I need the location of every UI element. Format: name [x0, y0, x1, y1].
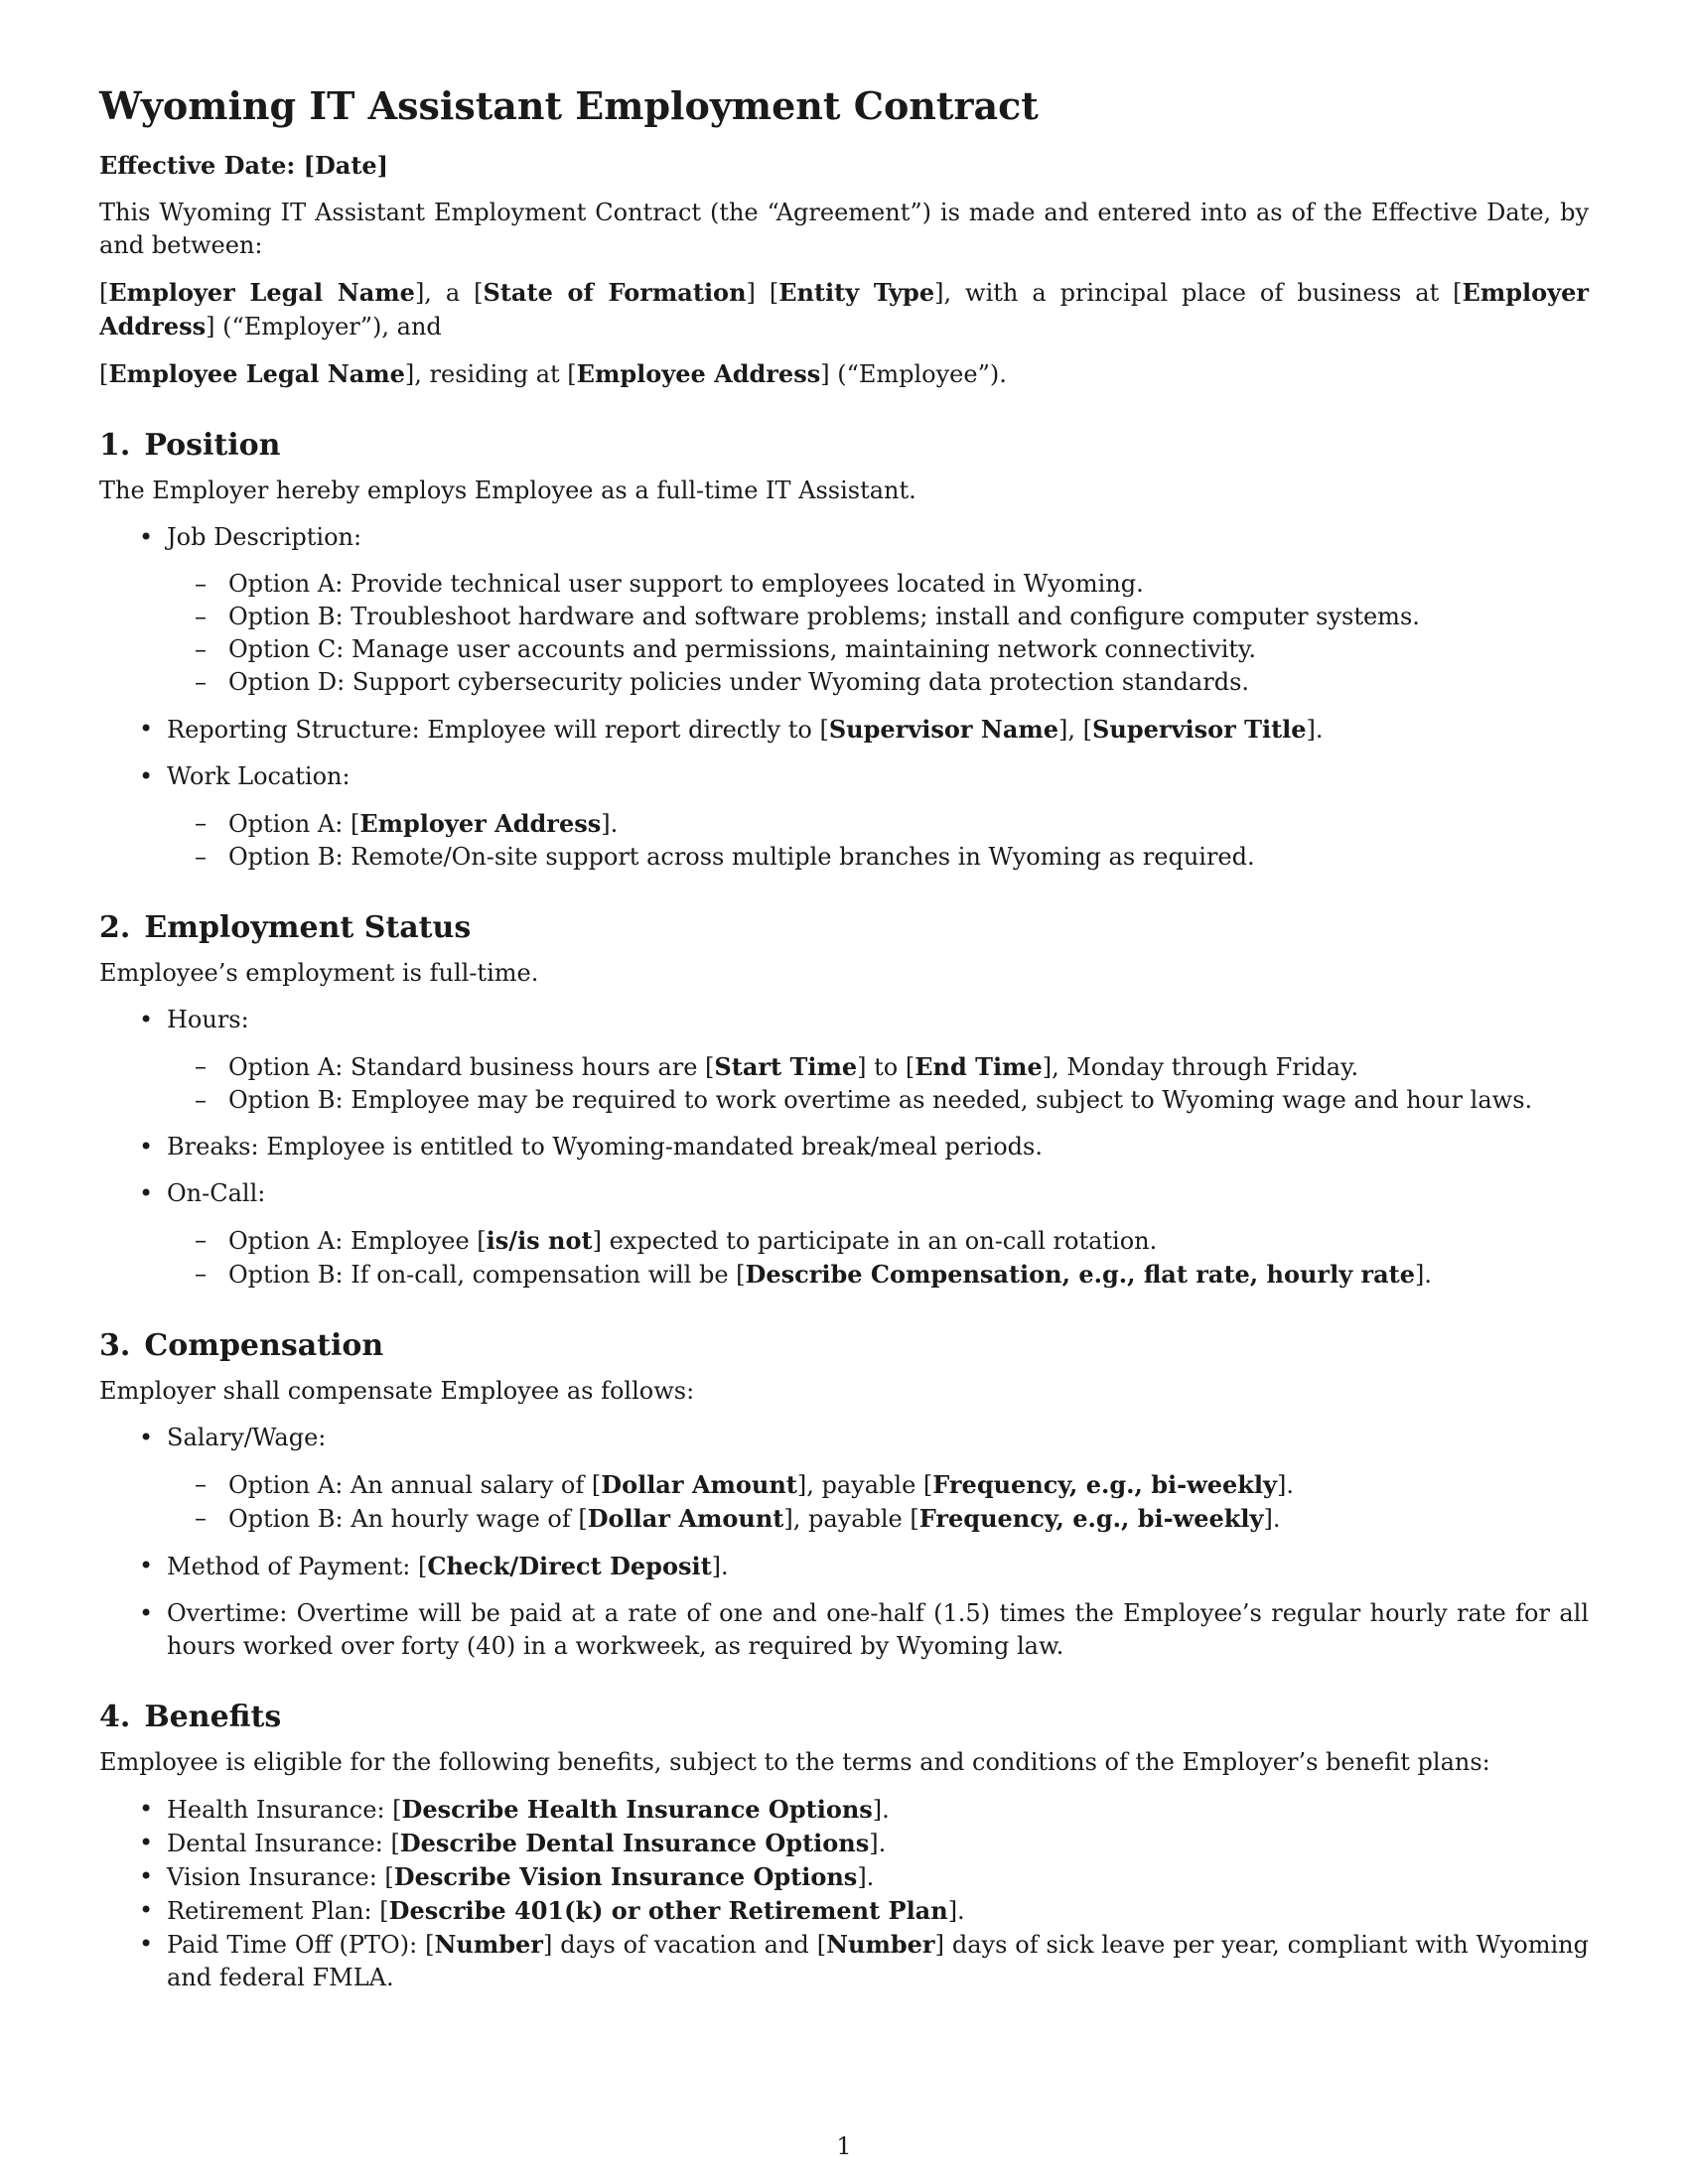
list-item: • Vision Insurance: [Describe Vision Insurance Options]. [167, 1860, 1589, 1894]
list-item: – Option B: If on-call, compensation will be [Describe Compensation, e.g., flat rate, hourly rate]. [228, 1258, 1589, 1292]
section-heading-compensation: 3. Compensation [99, 1328, 384, 1363]
section-intro: Employer shall compensate Employee as follows: [99, 1377, 695, 1405]
list-item: – Option A: An annual salary of [Dollar Amount], payable [Frequency, e.g., bi-weekly]. [228, 1468, 1589, 1502]
list-item: – Option D: Support cybersecurity policies under Wyoming data protection standards. [228, 666, 1589, 699]
list-item: • Reporting Structure: Employee will report directly to [Supervisor Name], [Supervisor Title]. [167, 713, 1589, 747]
position-list [99, 521, 1589, 874]
list-item: – Option B: Employee may be required to work overtime as needed, subject to Wyoming wage and hour laws. [228, 1084, 1589, 1117]
section-heading-employment-status: 2. Employment Status [99, 910, 472, 945]
status-list [99, 1004, 1589, 1292]
list-item: • Job Description: – Option A: Provide technical user support to employees located in Wyoming. – Option B: Troubleshoot hardware and software problems; install and configure computer systems. – Option C: Manage user accounts and permissions, maintaining network connectivity. – Option D: Support cybersecurity policies under Wyoming data protection standards. [167, 521, 1589, 699]
list-item: • Dental Insurance: [Describe Dental Insurance Options]. [167, 1827, 1589, 1860]
job-options [167, 568, 1589, 699]
list-item: • Health Insurance: [Describe Health Insurance Options]. [167, 1793, 1589, 1827]
benefits-list [99, 1793, 1589, 1994]
effective-date: Effective Date: [Date] [99, 151, 389, 180]
section-intro: Employee is eligible for the following benefits, subject to the terms and conditions of the Employer’s benefit plans: [99, 1748, 1490, 1776]
hours-options [167, 1050, 1589, 1117]
list-item: – Option A: Provide technical user support to employees located in Wyoming. [228, 568, 1589, 601]
list-item: • On-Call: – Option A: Employee [is/is not] expected to participate in an on-call rotation. – Option B: If on-call, compensation will be [Describe Compensation, e.g., flat rate, hourly rate]. [167, 1177, 1589, 1292]
section-intro: The Employer hereby employs Employee as a full-time IT Assistant. [99, 477, 916, 504]
location-options [167, 807, 1589, 874]
page-number: 1 [836, 2132, 852, 2160]
section-heading-position: 1. Position [99, 428, 281, 463]
list-item: – Option C: Manage user accounts and permissions, maintaining network connectivity. [228, 633, 1589, 666]
list-item: • Overtime: Overtime will be paid at a rate of one and one-half (1.5) times the Employee’s regular hourly rate for all hours worked over forty (40) in a workweek, as required by Wyoming law. [167, 1597, 1589, 1663]
list-item: • Salary/Wage: – Option A: An annual salary of [Dollar Amount], payable [Frequency, e.g., bi-weekly]. – Option B: An hourly wage of [Dollar Amount], payable [Frequency, e.g., bi-weekly]. [167, 1422, 1589, 1536]
list-item: – Option A: [Employer Address]. [228, 807, 1589, 841]
list-item: – Option B: An hourly wage of [Dollar Amount], payable [Frequency, e.g., bi-weekly]. [228, 1502, 1589, 1536]
list-item: – Option B: Remote/On-site support across multiple branches in Wyoming as required. [228, 841, 1589, 874]
compensation-list [99, 1422, 1589, 1663]
document-title: Wyoming IT Assistant Employment Contract [99, 83, 1039, 128]
section-heading-benefits: 4. Benefits [99, 1700, 282, 1734]
employee-party: [Employee Legal Name], residing at [Employee Address] (“Employee”). [99, 359, 1007, 388]
list-item: • Work Location: – Option A: [Employer Address]. – Option B: Remote/On-site support across multiple branches in Wyoming as required. [167, 760, 1589, 874]
document-page [99, 83, 1589, 1994]
list-item: • Method of Payment: [Check/Direct Deposit]. [167, 1550, 1589, 1583]
list-item: – Option B: Troubleshoot hardware and software problems; install and configure computer systems. [228, 601, 1589, 633]
intro-paragraph: This Wyoming IT Assistant Employment Contract (the “Agreement”) is made and entered into as of the Effective Date, by and between: [99, 199, 1589, 259]
list-item: • Paid Time Off (PTO): [Number] days of vacation and [Number] days of sick leave per year, compliant with Wyoming and federal FMLA. [167, 1928, 1589, 1994]
salary-options [167, 1468, 1589, 1536]
list-item: – Option A: Standard business hours are [Start Time] to [End Time], Monday through Friday. [228, 1050, 1589, 1084]
list-item: • Retirement Plan: [Describe 401(k) or other Retirement Plan]. [167, 1894, 1589, 1928]
oncall-options [167, 1224, 1589, 1292]
list-item: – Option A: Employee [is/is not] expected to participate in an on-call rotation. [228, 1224, 1589, 1258]
list-item: • Hours: – Option A: Standard business hours are [Start Time] to [End Time], Monday through Friday. – Option B: Employee may be required to work overtime as needed, subject to Wyoming wage and hour laws. [167, 1004, 1589, 1117]
employer-party: [Employer Legal Name], a [State of Formation] [Entity Type], with a principal place of business at [Employer Address] (“Employer”), and [99, 278, 1589, 341]
section-intro: Employee’s employment is full-time. [99, 959, 539, 987]
list-item: • Breaks: Employee is entitled to Wyoming-mandated break/meal periods. [167, 1131, 1589, 1163]
